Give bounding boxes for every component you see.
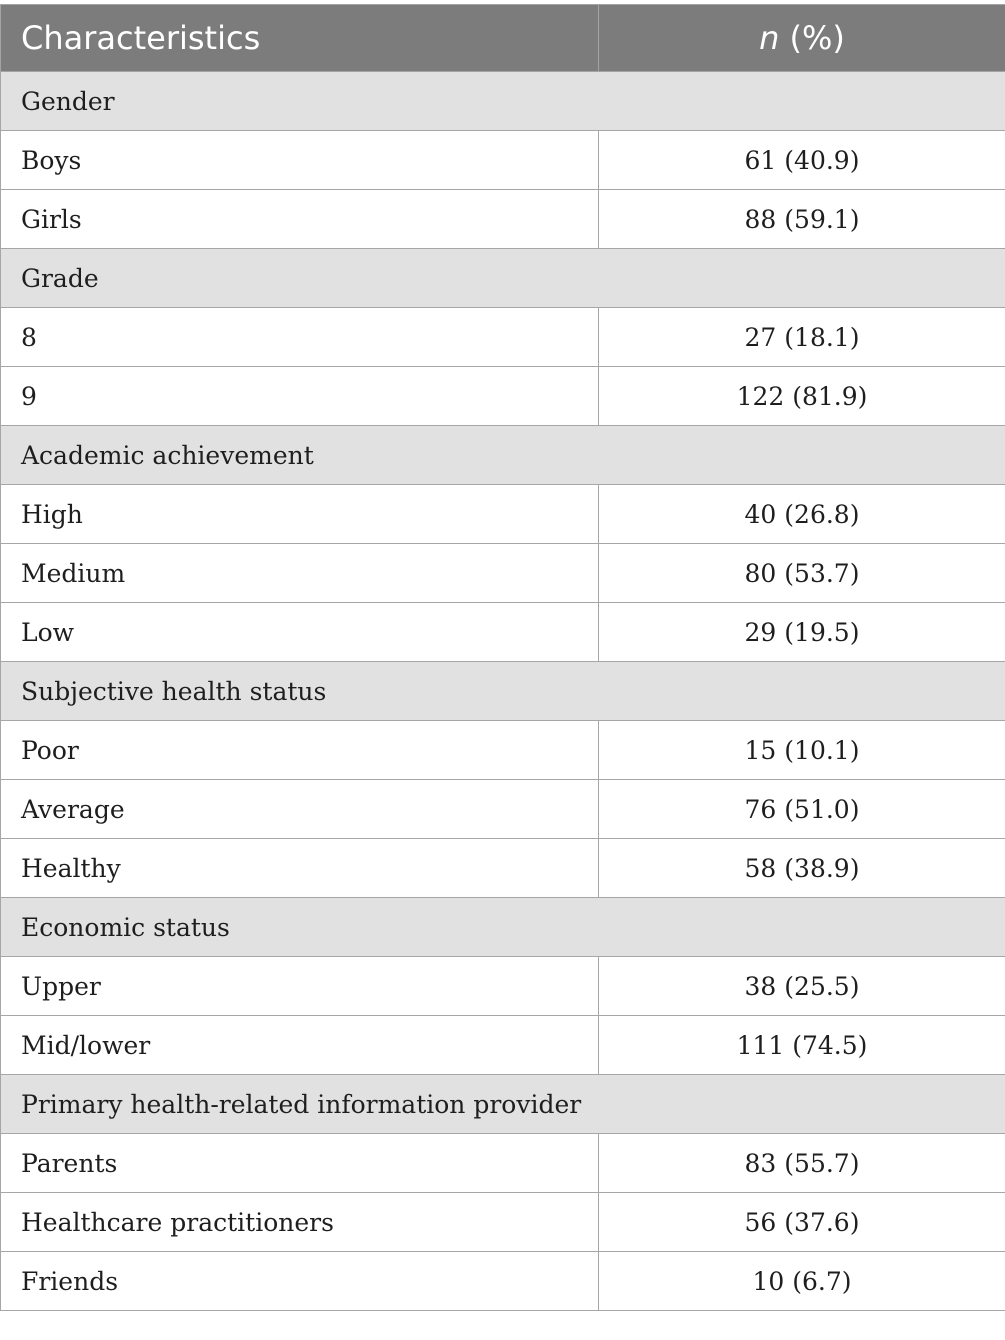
- row-value: 76 (51.0): [599, 780, 1005, 839]
- group-label: Academic achievement: [1, 426, 1005, 485]
- row-value: 88 (59.1): [599, 190, 1005, 249]
- table-row: [1, 839, 1005, 898]
- row-value: 58 (38.9): [599, 839, 1005, 898]
- group-row-grade: [1, 249, 1005, 308]
- table-row: [1, 957, 1005, 1016]
- group-label: Economic status: [1, 898, 1005, 957]
- header-characteristics: Characteristics: [1, 5, 599, 72]
- row-label: Low: [1, 603, 599, 662]
- group-label: Subjective health status: [1, 662, 1005, 721]
- table-row: [1, 190, 1005, 249]
- group-row-gender: [1, 72, 1005, 131]
- row-label: Medium: [1, 544, 599, 603]
- table-row: [1, 1016, 1005, 1075]
- row-value: 15 (10.1): [599, 721, 1005, 780]
- row-value: 38 (25.5): [599, 957, 1005, 1016]
- row-label: Average: [1, 780, 599, 839]
- group-label: Gender: [1, 72, 1005, 131]
- table-row: [1, 1193, 1005, 1252]
- row-value: 111 (74.5): [599, 1016, 1005, 1075]
- table-row: [1, 308, 1005, 367]
- row-value: 56 (37.6): [599, 1193, 1005, 1252]
- row-label: Girls: [1, 190, 599, 249]
- group-row-economic-status: [1, 898, 1005, 957]
- row-label: Boys: [1, 131, 599, 190]
- table-row: [1, 485, 1005, 544]
- row-value: 10 (6.7): [599, 1252, 1005, 1311]
- table-row: [1, 780, 1005, 839]
- table-row: [1, 367, 1005, 426]
- row-label: Poor: [1, 721, 599, 780]
- table-row: [1, 544, 1005, 603]
- row-value: 122 (81.9): [599, 367, 1005, 426]
- group-label: Grade: [1, 249, 1005, 308]
- header-row: [1, 5, 1005, 72]
- row-label: Mid/lower: [1, 1016, 599, 1075]
- row-label: 8: [1, 308, 599, 367]
- row-value: 80 (53.7): [599, 544, 1005, 603]
- group-row-subjective-health-status: [1, 662, 1005, 721]
- table-row: [1, 131, 1005, 190]
- row-label: Healthy: [1, 839, 599, 898]
- table-row: [1, 603, 1005, 662]
- row-value: 27 (18.1): [599, 308, 1005, 367]
- group-row-primary-information-provider: [1, 1075, 1005, 1134]
- table-row: [1, 1252, 1005, 1311]
- header-n: n: [759, 19, 780, 57]
- row-label: Healthcare practitioners: [1, 1193, 599, 1252]
- row-value: 40 (26.8): [599, 485, 1005, 544]
- table-row: [1, 1134, 1005, 1193]
- row-value: 29 (19.5): [599, 603, 1005, 662]
- group-label: Primary health-related information provider: [1, 1075, 1005, 1134]
- header-percent: (%): [779, 19, 845, 57]
- group-row-academic-achievement: [1, 426, 1005, 485]
- characteristics-table: [0, 4, 1005, 1311]
- row-label: Upper: [1, 957, 599, 1016]
- row-label: Parents: [1, 1134, 599, 1193]
- header-n-percent: [599, 5, 1005, 72]
- table-row: [1, 721, 1005, 780]
- row-label: 9: [1, 367, 599, 426]
- row-label: High: [1, 485, 599, 544]
- row-value: 61 (40.9): [599, 131, 1005, 190]
- row-value: 83 (55.7): [599, 1134, 1005, 1193]
- row-label: Friends: [1, 1252, 599, 1311]
